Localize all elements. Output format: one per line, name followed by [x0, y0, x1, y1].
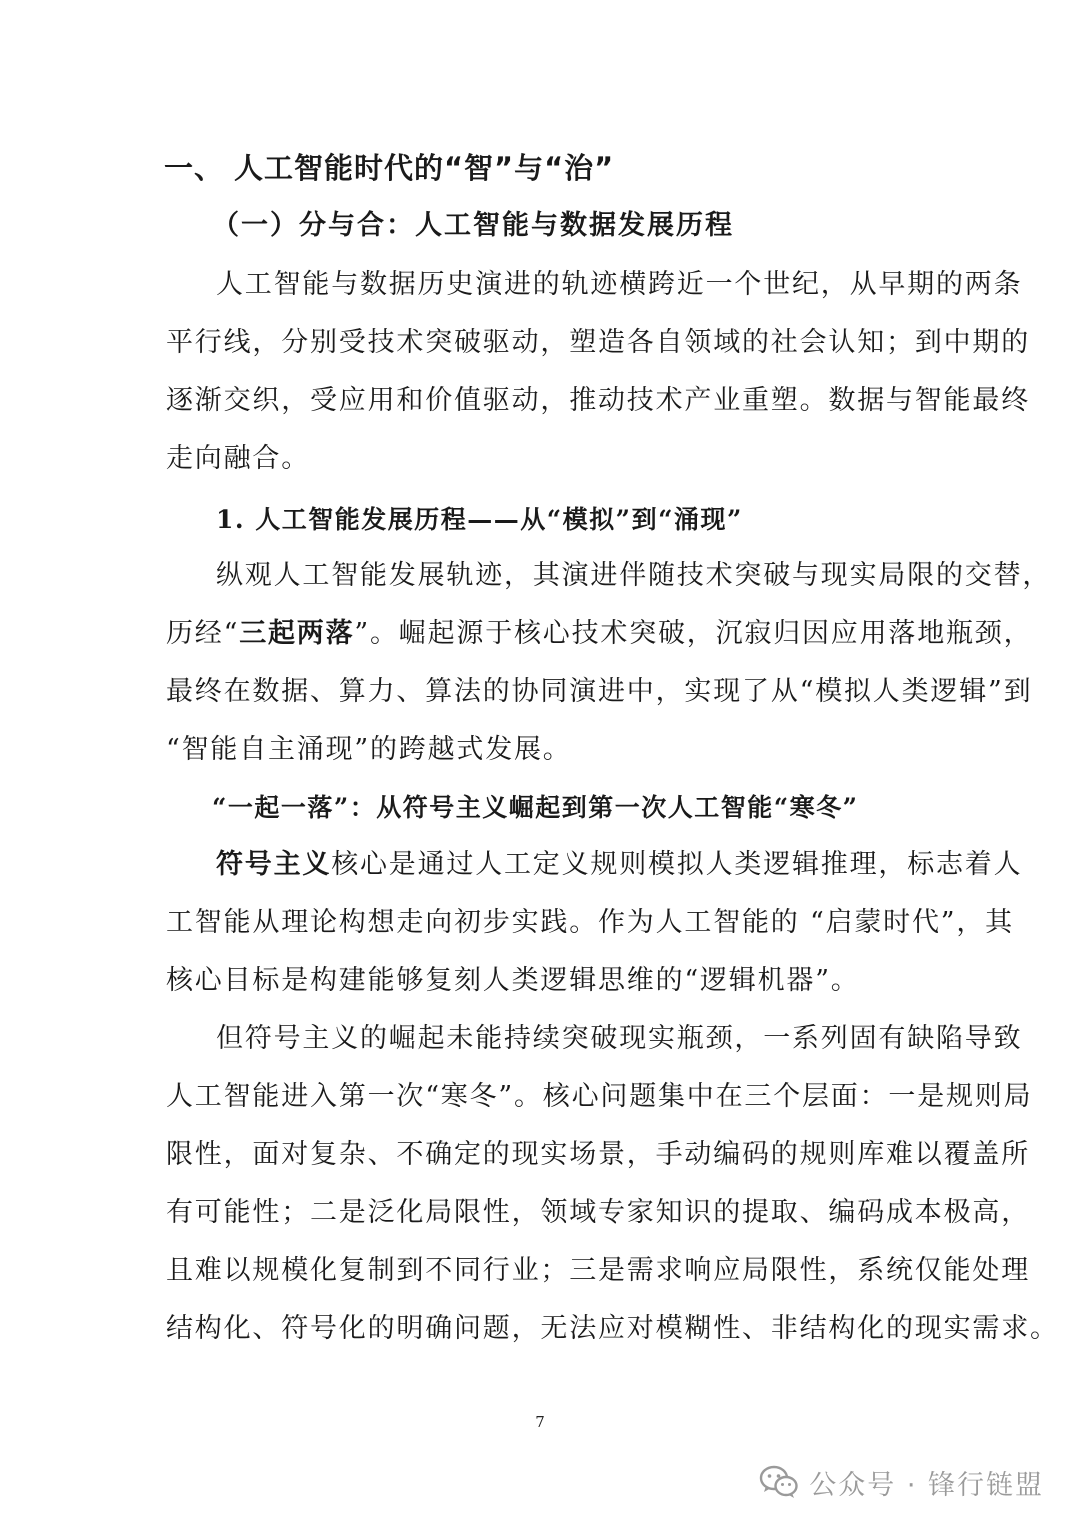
paragraph-2-line: “智能自主涌现”的跨越式发展。 — [166, 734, 572, 765]
topic-heading: “一起一落”：从符号主义崛起到第一次人工智能“寒冬” — [212, 793, 859, 822]
paragraph-1-line: 人工智能与数据历史演进的轨迹横跨近一个世纪，从早期的两条 — [216, 269, 1023, 300]
paragraph-3-line: 核心目标是构建能够复刻人类逻辑思维的“逻辑机器”。 — [166, 965, 860, 996]
paragraph-4-line: 人工智能进入第一次“寒冬”。核心问题集中在三个层面：一是规则局 — [166, 1081, 1033, 1112]
paragraph-4-line: 有可能性；二是泛化局限性，领域专家知识的提取、编码成本极高， — [166, 1197, 1030, 1228]
section-heading-1 — [164, 150, 924, 186]
paragraph-3-line — [216, 847, 1023, 883]
text-run: 核心是通过人工定义规则模拟人类逻辑推理，标志着人 — [331, 849, 1023, 880]
paragraph-4-line: 结构化、符号化的明确问题，无法应对模糊性、非结构化的现实需求。 — [166, 1313, 1059, 1344]
paragraph-3-line: 工智能从理论构想走向初步实践。作为人工智能的 “启蒙时代”，其 — [166, 907, 1014, 938]
paragraph-1-line: 平行线，分别受技术突破驱动，塑造各自领域的社会认知；到中期的 — [166, 327, 1030, 358]
paragraph-1-line: 走向融合。 — [166, 443, 310, 474]
paragraph-4-line: 但符号主义的崛起未能持续突破现实瓶颈，一系列固有缺陷导致 — [216, 1023, 1023, 1054]
paragraph-2-line: 纵观人工智能发展轨迹，其演进伴随技术突破与现实局限的交替， — [216, 560, 1052, 591]
emphasis-text: 符号主义 — [216, 849, 332, 880]
subsubsection-heading: 1. 人工智能发展历程——从“模拟”到“涌现” — [216, 505, 743, 534]
paragraph-2-line: 最终在数据、算力、算法的协同演进中，实现了从“模拟人类逻辑”到 — [166, 676, 1033, 707]
section-number: 一、 — [164, 151, 225, 185]
subsection-heading: （一）分与合：人工智能与数据发展历程 — [212, 210, 734, 241]
paragraph-4-line: 且难以规模化复制到不同行业；三是需求响应局限性，系统仅能处理 — [166, 1255, 1030, 1286]
page-number: 7 — [535, 1413, 545, 1431]
paragraph-2-line — [166, 616, 1033, 652]
wechat-icon — [759, 1465, 799, 1499]
text-run: ”。崛起源于核心技术突破，沉寂归因应用落地瓶颈， — [354, 618, 1033, 649]
watermark — [759, 1460, 1044, 1504]
text-run: 历经“ — [166, 618, 240, 649]
watermark-text: 公众号 · 锋行链盟 — [809, 1469, 1044, 1501]
emphasis-text: 三起两落 — [239, 618, 355, 649]
paragraph-4-line: 限性，面对复杂、不确定的现实场景，手动编码的规则库难以覆盖所 — [166, 1139, 1030, 1170]
paragraph-1-line: 逐渐交织，受应用和价值驱动，推动技术产业重塑。数据与智能最终 — [166, 385, 1030, 416]
section-title: 人工智能时代的“智”与“治” — [234, 151, 615, 185]
